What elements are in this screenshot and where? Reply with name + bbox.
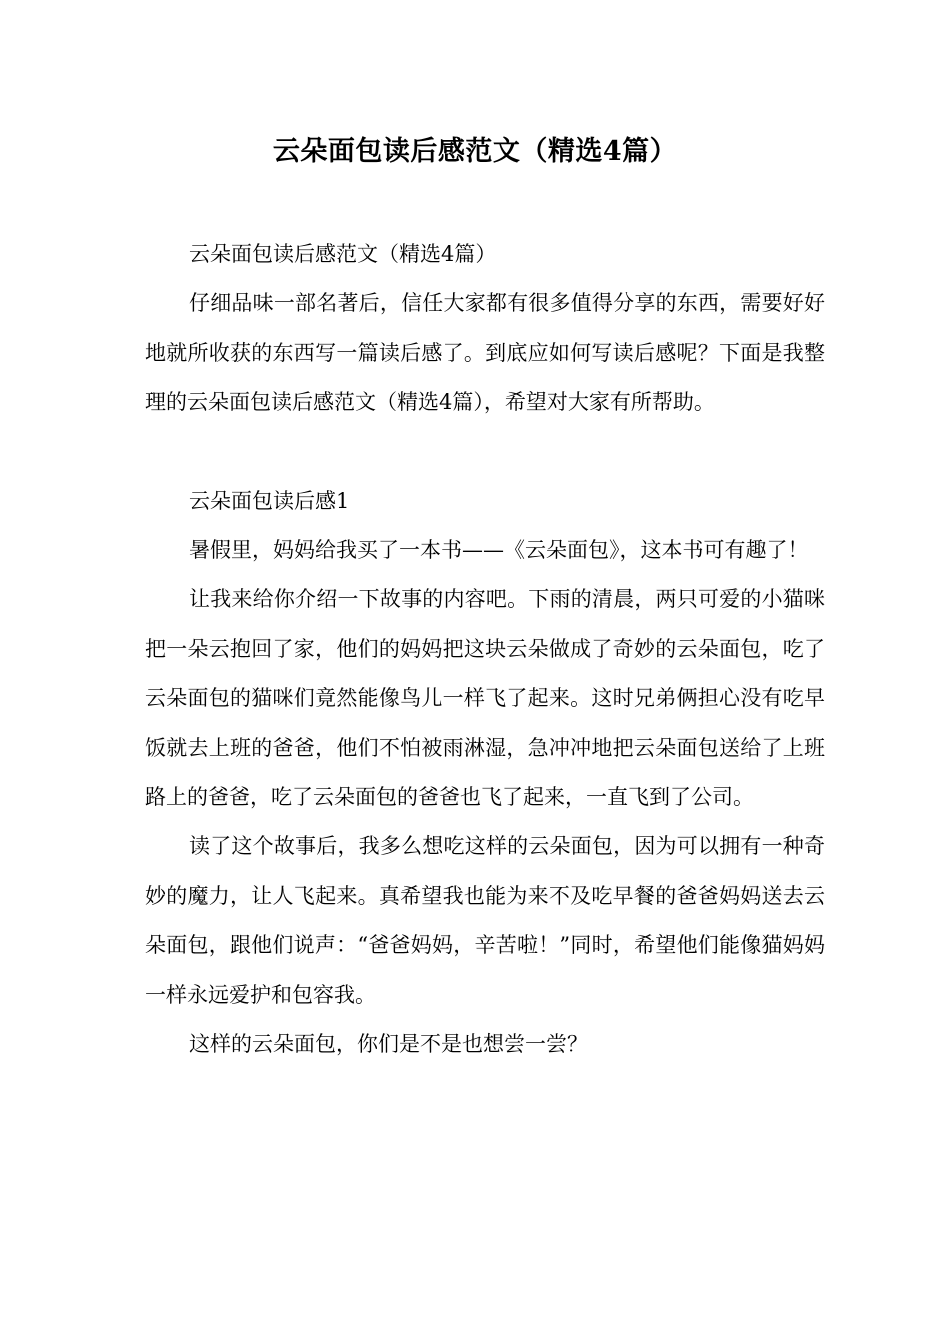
section-spacer [145,428,825,477]
body-paragraph-4: 这样的云朵面包，你们是不是也想尝一尝？ [189,1032,588,1057]
body-paragraph-1: 暑假里，妈妈给我买了一本书——《云朵面包》，这本书可有趣了！ [189,538,809,563]
intro-heading: 云朵面包读后感范文（精选4篇） [189,242,497,266]
body-paragraph-3: 读了这个故事后，我多么想吃这样的云朵面包，因为可以拥有一种奇妙的魔力，让人飞起来。真希望我也能为来不及吃早餐的爸爸妈妈送去云朵面包，跟他们说声：“爸爸妈妈，辛苦啦！”同时，希望他们能像猫妈妈一样永远爱护和包容我。 [145,834,825,1007]
document-body [145,230,825,1070]
body-paragraph-2: 让我来给你介绍一下故事的内容吧。下雨的清晨，两只可爱的小猫咪把一朵云抱回了家，他们的妈妈把这块云朵做成了奇妙的云朵面包，吃了云朵面包的猫咪们竟然能像鸟儿一样飞了起来。这时兄弟俩担心没有吃早饭就去上班的爸爸，他们不怕被雨淋湿，急冲冲地把云朵面包送给了上班路上的爸爸，吃了云朵面包的爸爸也飞了起来，一直飞到了公司。 [145,587,825,810]
intro-paragraph: 仔细品味一部名著后，信任大家都有很多值得分享的东西，需要好好地就所收获的东西写一篇读后感了。到底应如何写读后感呢？下面是我整理的云朵面包读后感范文（精选4篇），希望对大家有所帮助。 [145,291,825,415]
section-heading: 云朵面包读后感1 [189,488,350,513]
document-title: 云朵面包读后感范文（精选4篇） [272,136,678,167]
